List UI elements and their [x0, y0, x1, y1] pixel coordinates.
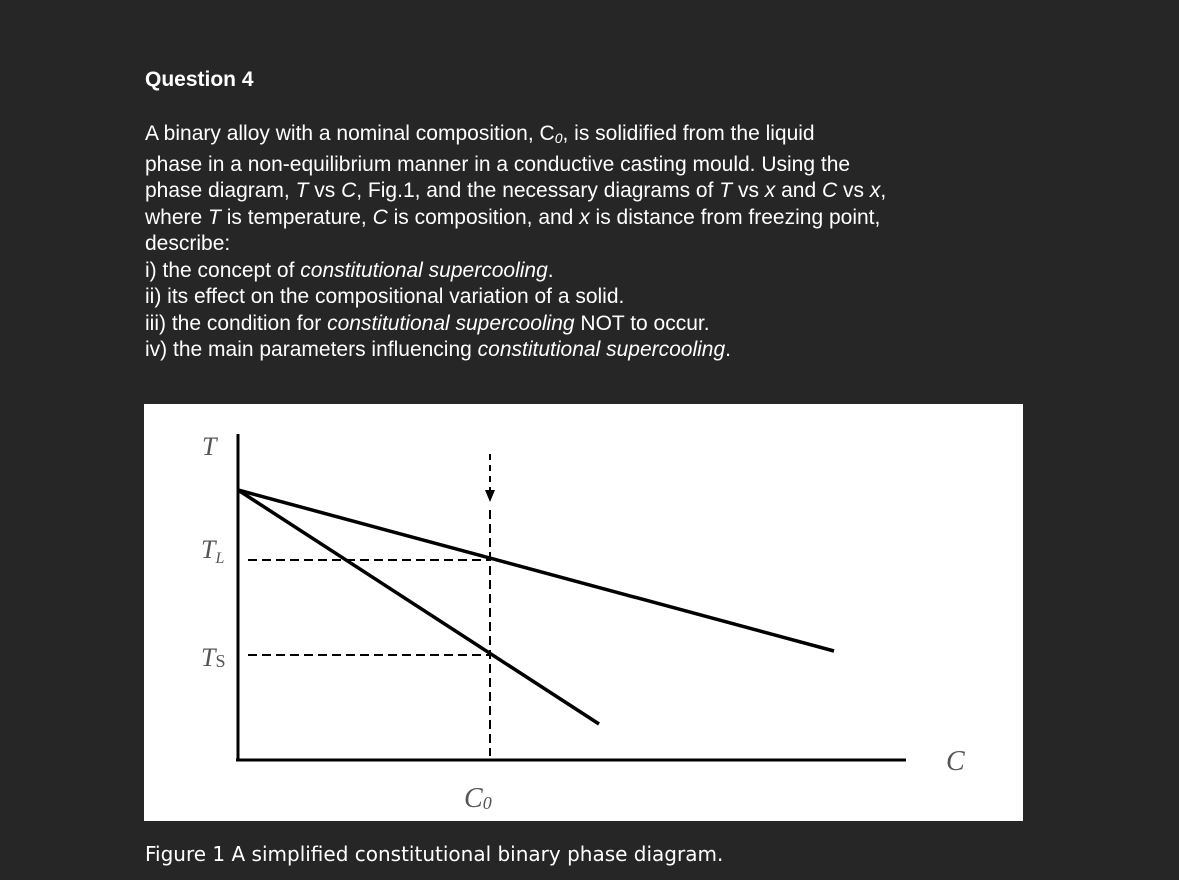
body-text-segment: vs: [837, 179, 870, 202]
emphasis: constitutional supercooling: [327, 311, 575, 335]
list-item-iv: [145, 337, 1005, 364]
body-line-4: [145, 205, 1005, 232]
phase-diagram-figure: [144, 404, 1023, 821]
emphasis: constitutional supercooling: [477, 338, 726, 361]
body-text-segment: and: [775, 179, 823, 202]
var-t: T: [208, 205, 221, 229]
body-text-segment: , is solidified from the liquid: [562, 122, 815, 145]
body-text-segment: is distance from freezing point,: [589, 205, 881, 229]
list-item-i: [145, 258, 1005, 285]
x-axis-label: C: [946, 746, 965, 777]
tl-label-sub: L: [215, 550, 225, 567]
emphasis: constitutional supercooling: [300, 258, 548, 282]
var-x: x: [764, 179, 776, 202]
ts-label-main: T: [201, 643, 216, 672]
body-line-2: phase in a non-equilibrium manner in a conductive casting mould. Using the: [145, 152, 851, 176]
body-line-1: [145, 121, 1005, 152]
list-item-iii: [145, 311, 1005, 338]
figure-caption: Figure 1 A simplified constitutional binary phase diagram.: [145, 842, 724, 866]
var-c: C: [341, 179, 357, 202]
body-text-segment: i) the concept of: [145, 258, 301, 282]
c0-subscript: 0: [554, 130, 563, 146]
ts-label: [201, 643, 225, 672]
var-t: T: [719, 179, 733, 202]
var-t: T: [295, 179, 309, 202]
body-line-3: [145, 178, 1005, 205]
var-x: x: [869, 179, 881, 202]
body-text-segment: vs: [732, 179, 765, 202]
body-text-segment: , Fig.1, and the necessary diagrams of: [356, 179, 720, 202]
liquidus-line: [238, 490, 834, 651]
solidus-line: [238, 490, 599, 724]
tl-label-main: T: [201, 535, 216, 564]
body-text-segment: is composition, and: [387, 205, 580, 229]
body-text-segment: iii) the condition for: [145, 311, 328, 335]
body-line-5: describe:: [145, 232, 231, 255]
y-axis-label: T: [202, 432, 217, 461]
var-x: x: [579, 205, 590, 229]
body-text-segment: is temperature,: [220, 205, 373, 229]
var-c: C: [372, 205, 388, 229]
body-text-segment: where: [145, 205, 209, 229]
var-c: C: [822, 179, 838, 202]
body-text-segment: iv) the main parameters influencing: [145, 338, 478, 361]
tl-label: [201, 535, 224, 567]
body-text-segment: .: [547, 258, 554, 282]
body-text-segment: phase diagram,: [145, 179, 296, 202]
question-title: Question 4: [145, 68, 254, 91]
c0-label-main: C: [464, 783, 483, 814]
body-text-segment: ,: [880, 179, 887, 202]
c0-label: [464, 783, 492, 814]
ts-label-sub: S: [215, 651, 226, 671]
list-item-ii: ii) its effect on the compositional variation of a solid.: [145, 285, 625, 308]
body-text-segment: .: [725, 338, 732, 361]
c0-label-sub: 0: [482, 793, 492, 813]
body-text-segment: NOT to occur.: [574, 311, 710, 335]
body-text-segment: A binary alloy with a nominal composition, C: [145, 122, 555, 145]
body-text-segment: vs: [308, 179, 342, 202]
question-body: [145, 121, 1005, 364]
phase-diagram-svg: [144, 404, 1023, 821]
